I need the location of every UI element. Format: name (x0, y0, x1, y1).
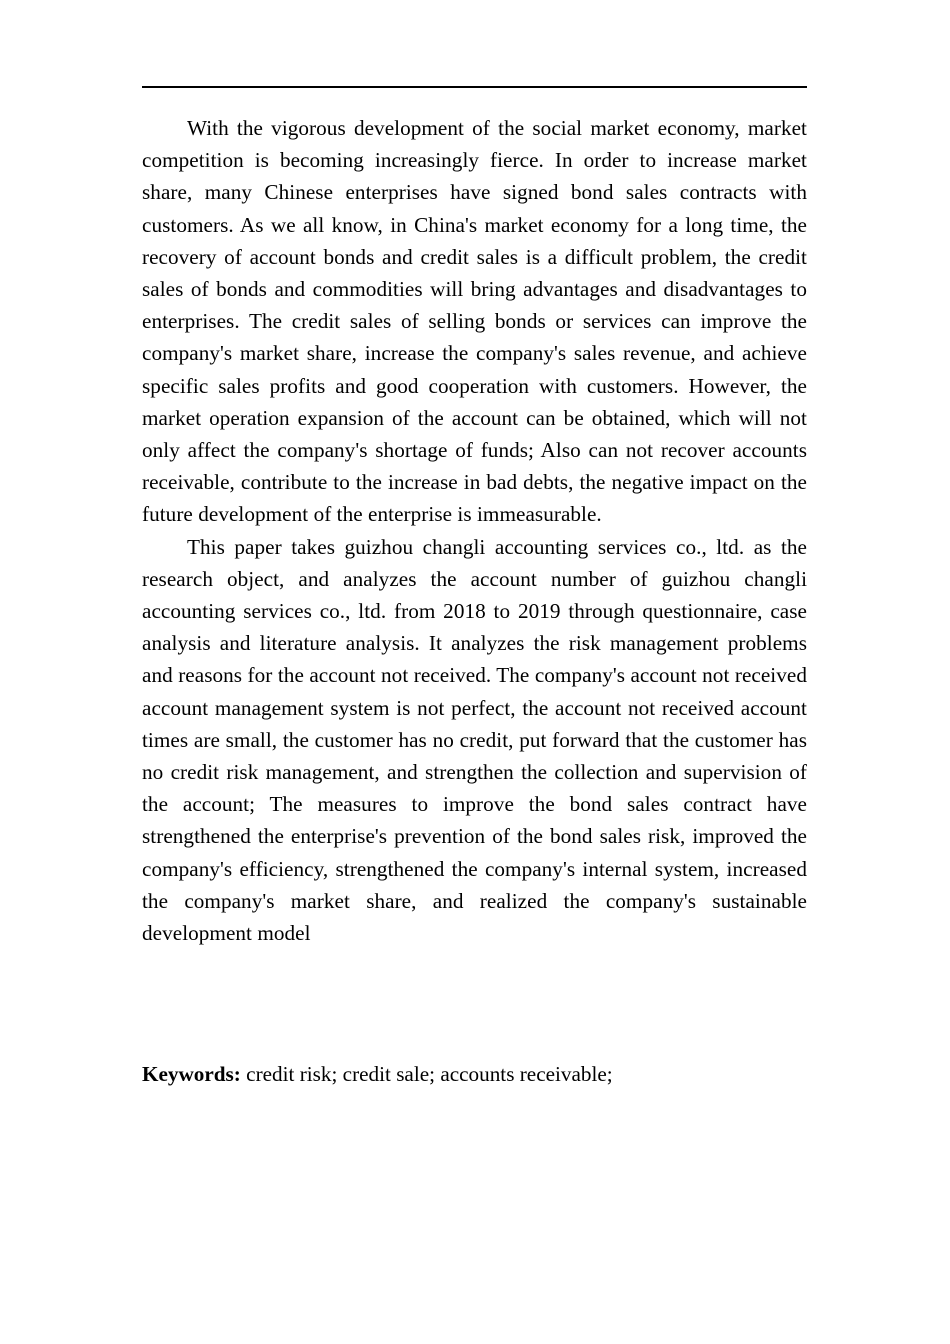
keywords-values: credit risk; credit sale; accounts receivable; (240, 1062, 613, 1086)
keywords-label: Keywords: (142, 1062, 241, 1086)
abstract-paragraph-2: This paper takes guizhou changli accounting services co., ltd. as the research object, and analyzes the account number of guizhou changli accounting services co., ltd. from 2018 to 2019 through questionnaire, case analysis and literature analysis. It analyzes the risk management problems and reasons for the account not received. The company's account not received account management system is not perfect, the account not received account times are small, the customer has no credit, put forward that the customer has no credit risk management, and strengthen the collection and supervision of the account; The measures to improve the bond sales contract have strengthened the enterprise's prevention of the bond sales risk, improved the company's efficiency, strengthened the company's internal system, increased the company's market share, and realized the company's sustainable development model (142, 534, 807, 946)
abstract-paragraph-1: With the vigorous development of the social market economy, market competition is becoming increasingly fierce. In order to increase market share, many Chinese enterprises have signed bond sales contracts with customers. As we all know, in China's market economy for a long time, the recovery of account bonds and credit sales is a difficult problem, the credit sales of bonds and commodities will bring advantages and disadvantages to enterprises. The credit sales of selling bonds or services can improve the company's market share, increase the company's sales revenue, and achieve specific sales profits and good cooperation with customers. However, the market operation expansion of the account can be obtained, which will not only affect the company's shortage of funds; Also can not recover accounts receivable, contribute to the increase in bad debts, the negative impact on the future development of the enterprise is immeasurable. (142, 116, 807, 527)
header-horizontal-rule (142, 86, 807, 88)
abstract-body (142, 112, 807, 949)
keywords-line (142, 1058, 807, 1090)
